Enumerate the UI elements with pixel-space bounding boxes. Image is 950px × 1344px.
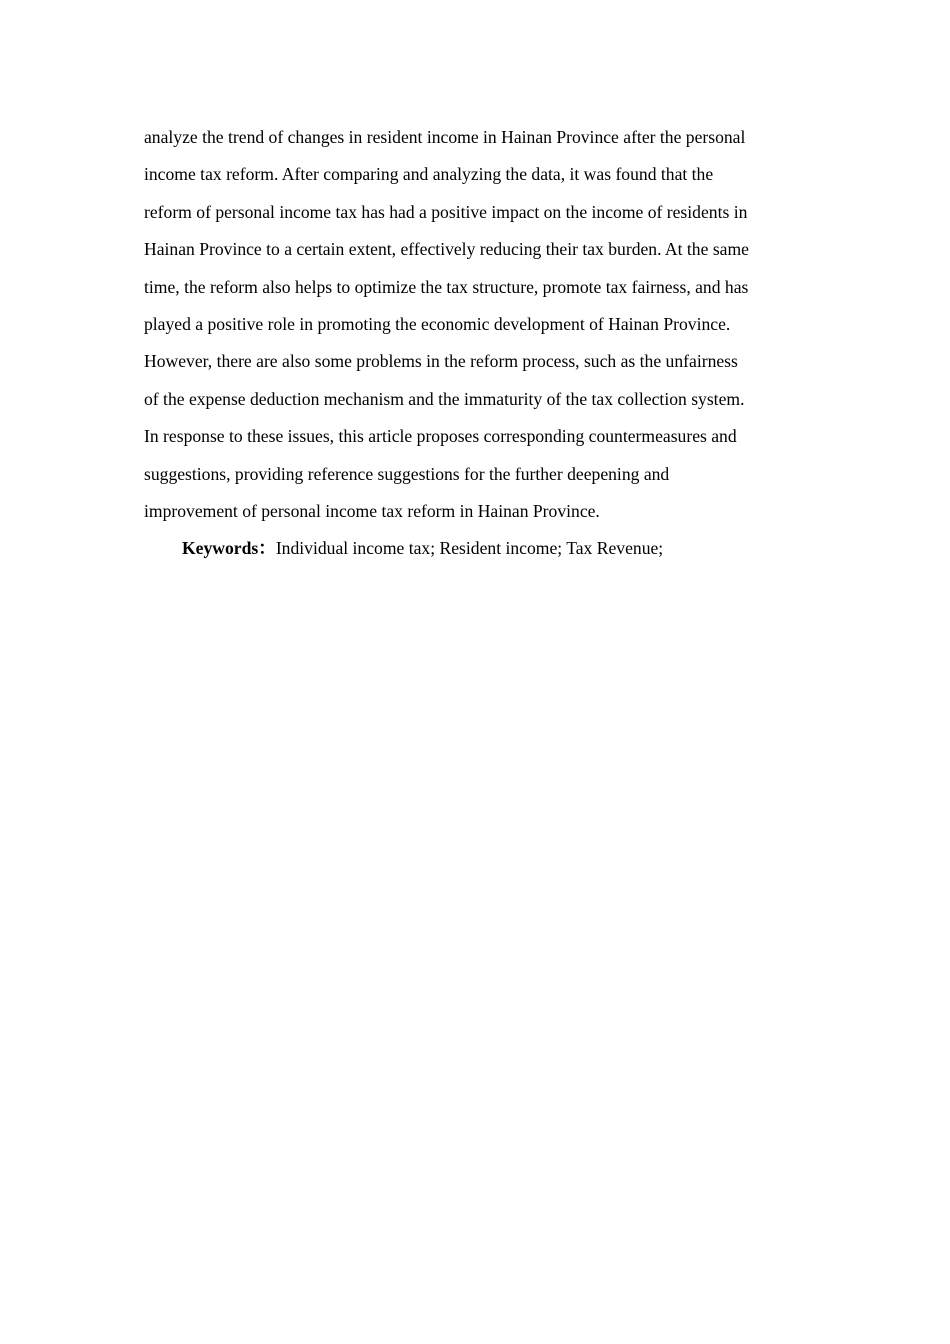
abstract-line: time, the reform also helps to optimize the tax structure, promote tax fairness, and has bbox=[144, 276, 749, 297]
abstract-line: of the expense deduction mechanism and the immaturity of the tax collection system. bbox=[144, 388, 745, 409]
abstract-line: In response to these issues, this article proposes corresponding countermeasures and bbox=[144, 426, 737, 447]
abstract-line: Hainan Province to a certain extent, effectively reducing their tax burden. At the same bbox=[144, 239, 749, 260]
keywords-text: Individual income tax; Resident income; Tax Revenue; bbox=[275, 538, 664, 559]
keywords-line bbox=[144, 533, 844, 570]
abstract-line: analyze the trend of changes in resident income in Hainan Province after the personal bbox=[144, 127, 746, 147]
keywords-label: Keywords： bbox=[182, 538, 276, 559]
abstract-line: improvement of personal income tax reform in Hainan Province. bbox=[144, 500, 600, 521]
abstract-line: played a positive role in promoting the economic development of Hainan Province. bbox=[144, 313, 731, 334]
abstract-line: suggestions, providing reference suggestions for the further deepening and bbox=[144, 463, 670, 484]
abstract-line: However, there are also some problems in the reform process, such as the unfairness bbox=[144, 351, 738, 372]
abstract-body bbox=[144, 122, 844, 571]
abstract-line: income tax reform. After comparing and analyzing the data, it was found that the bbox=[144, 164, 714, 185]
abstract-line: reform of personal income tax has had a positive impact on the income of residents in bbox=[144, 201, 748, 222]
